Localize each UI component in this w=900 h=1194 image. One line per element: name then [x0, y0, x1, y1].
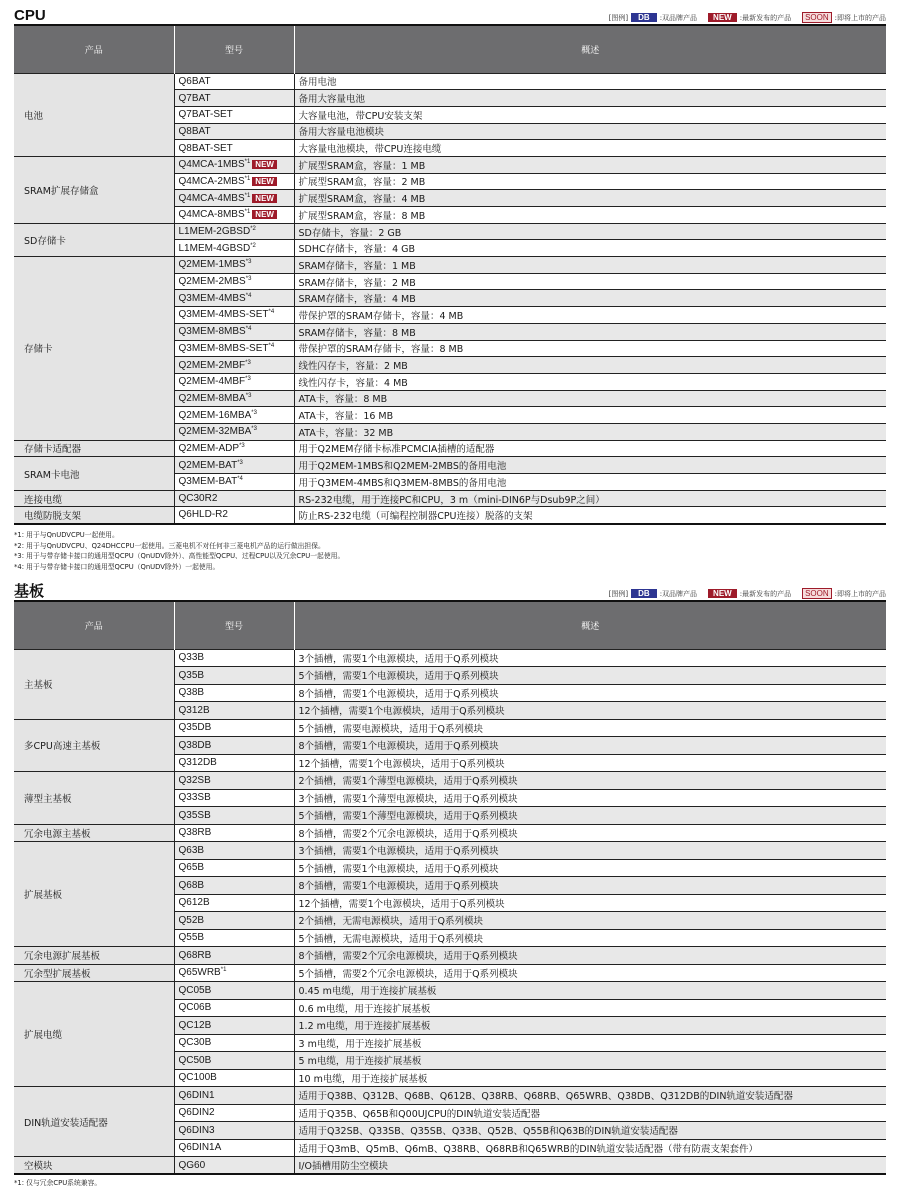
description-cell: 12个插槽，需要1个电源模块，适用于Q系列模块 [294, 894, 886, 912]
footnote: *2: 用于与QnUDVCPU、Q24DHCCPU一起使用。三菱电机不对任何非三菱电机产品的运行做出担保。 [14, 541, 325, 550]
legend-db-text: :双品牌产品 [659, 13, 698, 22]
new-badge: NEW [708, 13, 737, 22]
description-cell: 用于Q2MEM-1MBS和Q2MEM-2MBS的备用电池 [294, 457, 886, 474]
footnote-marker: *4 [245, 292, 252, 299]
legend [609, 588, 886, 599]
product-cell: SRAM扩展存储盒 [14, 156, 174, 223]
soon-badge: SOON [802, 12, 832, 23]
product-cell: 存储卡适配器 [14, 440, 174, 457]
model-number: QC100B [178, 1072, 217, 1084]
db-badge: DB [631, 13, 657, 22]
product-cell: 扩展基板 [14, 842, 174, 947]
model-number: Q63B [178, 844, 205, 856]
model-number: QC30R2 [178, 493, 218, 505]
model-number: Q52B [178, 914, 205, 926]
description-cell: 10 m电缆，用于连接扩展基板 [294, 1069, 886, 1087]
footnote-marker: *1 [244, 159, 251, 166]
product-cell: 冗余电源扩展基板 [14, 947, 174, 965]
legend-prefix: [图例] [608, 589, 629, 598]
description-cell: 5个插槽，需要1个薄型电源模块，适用于Q系列模块 [294, 807, 886, 825]
model-cell [174, 684, 294, 702]
model-cell [174, 1139, 294, 1157]
table-row [14, 1157, 886, 1175]
base-section-title: 基板 [14, 583, 45, 600]
footnote-marker: *3 [245, 359, 251, 366]
model-number: QG60 [178, 1159, 206, 1171]
model-number: QC50B [178, 1054, 212, 1066]
product-cell: SRAM卡电池 [14, 457, 174, 490]
model-number: Q2MEM-2MBS [178, 276, 246, 288]
model-number: Q33SB [178, 792, 211, 804]
new-badge: NEW [708, 589, 737, 598]
model-number: Q38RB [178, 827, 212, 839]
model-cell [174, 90, 294, 107]
footnote-marker: *3 [245, 392, 252, 399]
description-cell: 3个插槽，需要1个电源模块，适用于Q系列模块 [294, 649, 886, 667]
description-cell: SDHC存储卡，容量：4 GB [294, 240, 886, 257]
legend-prefix: [图例] [608, 13, 629, 22]
model-number: Q65WRB [178, 967, 221, 979]
table-row [14, 257, 886, 274]
model-cell [174, 323, 294, 340]
description-cell: 扩展型SRAM盒，容量：4 MB [294, 190, 886, 207]
model-number: Q6DIN3 [178, 1124, 215, 1136]
legend-db-text: :双品牌产品 [659, 589, 698, 598]
description-cell: 5个插槽，需要2个冗余电源模块，适用于Q系列模块 [294, 964, 886, 982]
model-cell [174, 73, 294, 90]
model-cell [174, 894, 294, 912]
description-cell: 适用于Q32SB、Q33SB、Q35SB、Q33B、Q52B、Q55B和Q63B的DIN轨道安装适配器 [294, 1122, 886, 1140]
footnote-marker: *4 [268, 309, 275, 316]
description-cell: 8个插槽，需要2个冗余电源模块，适用于Q系列模块 [294, 824, 886, 842]
model-cell [174, 999, 294, 1017]
model-cell [174, 1069, 294, 1087]
description-cell: 扩展型SRAM盒，容量：8 MB [294, 207, 886, 224]
model-number: Q6DIN1A [178, 1142, 222, 1154]
model-number: Q6DIN2 [178, 1107, 215, 1119]
model-number: Q612B [178, 897, 210, 909]
description-cell: 8个插槽，需要2个冗余电源模块，适用于Q系列模块 [294, 947, 886, 965]
product-cell: 冗余电源主基板 [14, 824, 174, 842]
product-cell: SD存储卡 [14, 223, 174, 256]
db-badge: DB [631, 589, 657, 598]
model-cell [174, 207, 294, 224]
model-number: Q2MEM-1MBS [178, 259, 246, 271]
description-cell: 8个插槽，需要1个电源模块，适用于Q系列模块 [294, 684, 886, 702]
footnote: *1: 仅与冗余CPU系统兼容。 [14, 1179, 102, 1187]
model-cell [174, 1017, 294, 1035]
footnote: *4: 用于与带存储卡接口的通用型QCPU（QnUDV除外）一起使用。 [14, 562, 220, 571]
model-cell [174, 929, 294, 947]
model-cell [174, 190, 294, 207]
model-cell [174, 667, 294, 685]
model-cell [174, 1034, 294, 1052]
model-number: QC12B [178, 1019, 212, 1031]
description-cell: SRAM存储卡，容量：1 MB [294, 257, 886, 274]
description-cell: 适用于Q38B、Q312B、Q68B、Q612B、Q38RB、Q68RB、Q65WRB、Q38DB、Q312DB的DIN轨道安装适配器 [294, 1087, 886, 1105]
description-cell: 用于Q3MEM-4MBS和Q3MEM-8MBS的备用电池 [294, 474, 886, 491]
model-number: L1MEM-2GBSD [178, 226, 251, 238]
cpu-table-body [14, 73, 886, 524]
table-row [14, 824, 886, 842]
new-badge: NEW [252, 194, 277, 203]
description-cell: 2个插槽，无需电源模块，适用于Q系列模块 [294, 912, 886, 930]
model-cell [174, 390, 294, 407]
description-cell: 3个插槽，需要1个电源模块，适用于Q系列模块 [294, 842, 886, 860]
column-header-product: 产品 [14, 25, 174, 73]
model-cell [174, 373, 294, 390]
model-number: Q6DIN1 [178, 1089, 215, 1101]
table-row [14, 842, 886, 860]
footnote-marker: *3 [237, 459, 243, 466]
description-cell: SD存储卡，容量：2 GB [294, 223, 886, 240]
model-number: Q65B [178, 862, 205, 874]
description-cell: ATA卡，容量：8 MB [294, 390, 886, 407]
footnote-marker: *1 [244, 209, 251, 216]
base-table-body [14, 649, 886, 1174]
description-cell: 备用电池 [294, 73, 886, 90]
product-cell: 电池 [14, 73, 174, 156]
product-cell: 扩展电缆 [14, 982, 174, 1087]
base-section-header [14, 580, 886, 600]
description-cell: SRAM存储卡，容量：2 MB [294, 273, 886, 290]
model-number: Q8BAT [178, 125, 211, 137]
model-number: Q2MEM-ADP [178, 442, 240, 454]
model-cell [174, 719, 294, 737]
description-cell: I/O插槽用防尘空模块 [294, 1157, 886, 1175]
model-number: Q6BAT [178, 75, 211, 87]
base-footnotes [14, 1178, 101, 1189]
model-number: Q2MEM-32MBA [178, 426, 252, 438]
model-number: Q32SB [178, 774, 211, 786]
model-cell [174, 290, 294, 307]
table-header-row [14, 601, 886, 649]
model-cell [174, 737, 294, 755]
model-number: Q3MEM-BAT [178, 476, 238, 488]
model-cell [174, 273, 294, 290]
description-cell: 12个插槽，需要1个电源模块，适用于Q系列模块 [294, 702, 886, 720]
model-cell [174, 123, 294, 140]
description-cell: 2个插槽，需要1个薄型电源模块，适用于Q系列模块 [294, 772, 886, 790]
table-row [14, 947, 886, 965]
model-cell [174, 1104, 294, 1122]
cpu-footnotes [14, 530, 344, 572]
description-cell: 12个插槽，需要1个电源模块，适用于Q系列模块 [294, 754, 886, 772]
column-header-description: 概述 [294, 601, 886, 649]
column-header-description: 概述 [294, 25, 886, 73]
product-cell: 主基板 [14, 649, 174, 719]
model-cell [174, 649, 294, 667]
description-cell: SRAM存储卡，容量：4 MB [294, 290, 886, 307]
description-cell: ATA卡，容量：32 MB [294, 423, 886, 440]
model-number: Q3MEM-4MBS [178, 292, 246, 304]
description-cell: 0.6 m电缆，用于连接扩展基板 [294, 999, 886, 1017]
description-cell: 带保护罩的SRAM存储卡，容量：4 MB [294, 307, 886, 324]
model-cell [174, 490, 294, 507]
model-cell [174, 754, 294, 772]
column-header-model: 型号 [174, 601, 294, 649]
soon-badge: SOON [802, 588, 832, 599]
model-cell [174, 423, 294, 440]
footnote-marker: *3 [245, 259, 252, 266]
model-cell [174, 407, 294, 424]
model-cell [174, 240, 294, 257]
new-badge: NEW [252, 210, 277, 219]
model-number: Q68B [178, 879, 205, 891]
model-number: Q2MEM-BAT [178, 459, 238, 471]
description-cell: 5个插槽，需要电源模块，适用于Q系列模块 [294, 719, 886, 737]
footnote-marker: *3 [251, 409, 257, 416]
product-cell: 连接电缆 [14, 490, 174, 507]
description-cell: 大容量电池模块，带CPU连接电缆 [294, 140, 886, 157]
cpu-section-header [14, 4, 886, 24]
footnote: *1: 用于与QnUDVCPU一起使用。 [14, 531, 119, 539]
model-number: Q4MCA-2MBS [178, 175, 245, 187]
product-cell: 多CPU高速主基板 [14, 719, 174, 772]
model-number: Q35SB [178, 809, 211, 821]
model-cell [174, 982, 294, 1000]
model-number: Q2MEM-8MBA [178, 392, 246, 404]
model-number: Q3MEM-8MBS-SET [178, 342, 269, 354]
description-cell: 线性闪存卡，容量：2 MB [294, 357, 886, 374]
model-cell [174, 912, 294, 930]
product-cell: 存储卡 [14, 257, 174, 441]
new-badge: NEW [252, 160, 277, 169]
description-cell: 适用于Q35B、Q65B和Q00UJCPU的DIN轨道安装适配器 [294, 1104, 886, 1122]
model-cell [174, 173, 294, 190]
legend-soon-text: :即将上市的产品 [834, 13, 886, 22]
model-number: Q312B [178, 704, 210, 716]
model-cell [174, 474, 294, 491]
table-header-row [14, 25, 886, 73]
footnote: *3: 用于与带存储卡接口的通用型QCPU（QnUDV除外）、高性能型QCPU、过程CPU以及冗余CPU一起使用。 [14, 552, 345, 560]
footnote-marker: *3 [245, 276, 252, 283]
base-table [14, 600, 886, 1175]
description-cell: ATA卡，容量：16 MB [294, 407, 886, 424]
legend-new-text: :最新发布的产品 [739, 589, 792, 598]
table-row [14, 772, 886, 790]
description-cell: RS-232电缆，用于连接PC和CPU，3 m（mini-DIN6P与Dsub9P之间） [294, 490, 886, 507]
footnote-marker: *1 [220, 967, 227, 974]
legend-soon-text: :即将上市的产品 [834, 589, 886, 598]
model-cell [174, 964, 294, 982]
footnote-marker: *1 [244, 175, 251, 182]
model-number: Q4MCA-8MBS [178, 209, 245, 221]
model-number: Q7BAT [178, 92, 211, 104]
table-row [14, 964, 886, 982]
model-cell [174, 507, 294, 524]
model-number: Q3MEM-8MBS [178, 326, 246, 338]
model-cell [174, 1052, 294, 1070]
model-number: Q68RB [178, 949, 212, 961]
model-number: Q2MEM-4MBF [178, 376, 246, 388]
column-header-model: 型号 [174, 25, 294, 73]
model-number: Q4MCA-4MBS [178, 192, 245, 204]
model-cell [174, 842, 294, 860]
description-cell: 扩展型SRAM盒，容量：1 MB [294, 156, 886, 173]
model-number: L1MEM-4GBSD [178, 242, 251, 254]
description-cell: 适用于Q3mB、Q5mB、Q6mB、Q38RB、Q68RB和Q65WRB的DIN轨道安装适配器（带有防震支架套件） [294, 1139, 886, 1157]
table-row [14, 1087, 886, 1105]
model-cell [174, 340, 294, 357]
table-row [14, 440, 886, 457]
table-row [14, 73, 886, 90]
table-row [14, 982, 886, 1000]
footnote-marker: *3 [245, 376, 251, 383]
model-number: QC30B [178, 1037, 212, 1049]
description-cell: 线性闪存卡，容量：4 MB [294, 373, 886, 390]
product-cell: 薄型主基板 [14, 772, 174, 825]
description-cell: 用于Q2MEM存储卡标准PCMCIA插槽的适配器 [294, 440, 886, 457]
description-cell: 5个插槽，无需电源模块，适用于Q系列模块 [294, 929, 886, 947]
model-number: Q7BAT-SET [178, 109, 233, 121]
product-cell: 空模块 [14, 1157, 174, 1175]
model-cell [174, 859, 294, 877]
description-cell: 8个插槽，需要1个电源模块，适用于Q系列模块 [294, 737, 886, 755]
footnote-marker: *2 [250, 242, 256, 249]
model-cell [174, 357, 294, 374]
model-cell [174, 877, 294, 895]
table-row [14, 457, 886, 474]
footnote-marker: *2 [250, 226, 256, 233]
model-number: Q55B [178, 932, 205, 944]
table-row [14, 490, 886, 507]
model-cell [174, 440, 294, 457]
model-cell [174, 1122, 294, 1140]
legend [609, 12, 886, 23]
product-cell: DIN轨道安装适配器 [14, 1087, 174, 1157]
model-cell [174, 1157, 294, 1175]
description-cell: 5 m电缆，用于连接扩展基板 [294, 1052, 886, 1070]
table-row [14, 507, 886, 524]
model-cell [174, 140, 294, 157]
description-cell: 防止RS-232电缆（可编程控制器CPU连接）脱落的支架 [294, 507, 886, 524]
footnote-marker: *4 [237, 476, 243, 483]
product-cell: 冗余型扩展基板 [14, 964, 174, 982]
cpu-table [14, 24, 886, 525]
product-cell: 电缆防脱支架 [14, 507, 174, 524]
model-number: Q2MEM-16MBA [178, 409, 252, 421]
model-number: Q6HLD-R2 [178, 509, 228, 521]
model-cell [174, 307, 294, 324]
table-row [14, 156, 886, 173]
model-cell [174, 1087, 294, 1105]
description-cell: 备用大容量电池模块 [294, 123, 886, 140]
description-cell: 备用大容量电池 [294, 90, 886, 107]
description-cell: 大容量电池，带CPU安装支架 [294, 106, 886, 123]
model-cell [174, 156, 294, 173]
description-cell: 8个插槽，需要1个电源模块，适用于Q系列模块 [294, 877, 886, 895]
model-number: Q2MEM-2MBF [178, 359, 246, 371]
table-row [14, 223, 886, 240]
model-cell [174, 457, 294, 474]
description-cell: 3个插槽，需要1个薄型电源模块，适用于Q系列模块 [294, 789, 886, 807]
description-cell: 1.2 m电缆，用于连接扩展基板 [294, 1017, 886, 1035]
model-number: Q312DB [178, 757, 217, 769]
footnote-marker: *4 [268, 342, 275, 349]
footnote-marker: *3 [251, 426, 257, 433]
model-number: Q3MEM-4MBS-SET [178, 309, 269, 321]
model-number: Q35DB [178, 722, 212, 734]
description-cell: 5个插槽，需要1个电源模块，适用于Q系列模块 [294, 667, 886, 685]
model-number: Q35B [178, 669, 205, 681]
footnote-marker: *4 [245, 326, 252, 333]
description-cell: 带保护罩的SRAM存储卡，容量：8 MB [294, 340, 886, 357]
table-row [14, 719, 886, 737]
footnote-marker: *1 [244, 192, 251, 199]
model-cell [174, 702, 294, 720]
description-cell: SRAM存储卡，容量：8 MB [294, 323, 886, 340]
model-number: Q8BAT-SET [178, 142, 233, 154]
model-number: QC05B [178, 984, 212, 996]
cpu-section-title: CPU [14, 7, 46, 24]
model-number: Q4MCA-1MBS [178, 159, 245, 171]
model-cell [174, 772, 294, 790]
model-cell [174, 223, 294, 240]
footnote-marker: *3 [239, 442, 245, 449]
model-cell [174, 789, 294, 807]
model-cell [174, 824, 294, 842]
description-cell: 5个插槽，需要1个电源模块，适用于Q系列模块 [294, 859, 886, 877]
model-cell [174, 807, 294, 825]
legend-new-text: :最新发布的产品 [739, 13, 792, 22]
new-badge: NEW [252, 177, 277, 186]
column-header-product: 产品 [14, 601, 174, 649]
model-cell [174, 947, 294, 965]
model-cell [174, 106, 294, 123]
model-number: Q38DB [178, 739, 212, 751]
description-cell: 扩展型SRAM盒，容量：2 MB [294, 173, 886, 190]
model-number: Q33B [178, 652, 205, 664]
model-number: Q38B [178, 687, 205, 699]
model-number: QC06B [178, 1002, 212, 1014]
description-cell: 0.45 m电缆，用于连接扩展基板 [294, 982, 886, 1000]
table-row [14, 649, 886, 667]
model-cell [174, 257, 294, 274]
description-cell: 3 m电缆，用于连接扩展基板 [294, 1034, 886, 1052]
